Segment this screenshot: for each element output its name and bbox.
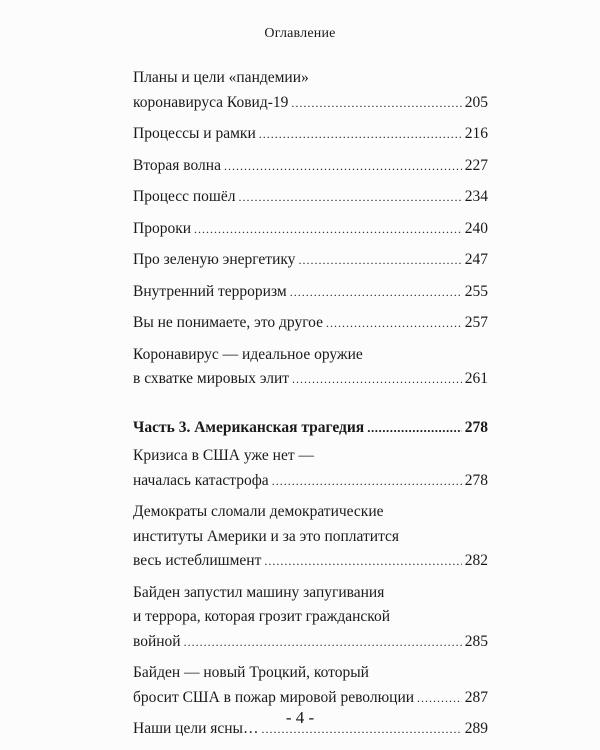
toc-entry-final-line <box>133 280 488 305</box>
toc-page-number: 255 <box>464 282 488 300</box>
toc-page-number: 240 <box>464 219 488 237</box>
toc-entry-title-line: Кризиса в США уже нет — <box>133 447 314 464</box>
toc-part-heading[interactable] <box>133 416 488 441</box>
dot-leader <box>367 416 462 441</box>
toc-entry-title-line: коронавируса Ковид-19 <box>133 93 289 111</box>
toc-entry-title-line: Коронавирус — идеальное оружие <box>133 345 363 363</box>
toc-entry[interactable] <box>133 661 488 710</box>
toc-entry-final-line <box>133 91 488 116</box>
toc-page-number: 285 <box>464 632 488 650</box>
toc-entry[interactable] <box>133 185 488 210</box>
toc-entry[interactable] <box>133 248 488 273</box>
toc-entry-final-line <box>133 686 488 711</box>
toc-entry-title-line: Вы не понимаете, это другое <box>133 314 323 331</box>
toc-entry-title-line: Демократы сломали демократические <box>133 503 384 520</box>
dot-leader <box>194 217 462 242</box>
toc-entry-title-line: Про зеленую энергетику <box>133 251 296 268</box>
part-page-number: 278 <box>464 418 488 436</box>
toc-entry-final-line <box>133 367 488 392</box>
dot-leader <box>298 248 461 273</box>
toc-entry-title-line: Байден — новый Троцкий, который <box>133 664 369 681</box>
toc-page-number: 278 <box>464 471 488 489</box>
dot-leader <box>290 280 462 305</box>
toc-part-entries <box>133 444 488 742</box>
toc-entry[interactable] <box>133 500 488 574</box>
toc-page-number: 257 <box>464 314 488 331</box>
dot-leader <box>264 549 461 574</box>
dot-leader <box>272 469 462 494</box>
dot-leader <box>292 367 462 392</box>
toc-entry-final-line <box>133 122 488 147</box>
toc-entry-final-line <box>133 311 488 336</box>
toc-entry[interactable] <box>133 280 488 305</box>
page-number-footer: - 4 - <box>285 708 315 727</box>
toc-entry-title-line: началась катастрофа <box>133 471 269 489</box>
toc-entry-title-line: Внутренний терроризм <box>133 282 287 300</box>
toc-entry-title-line: в схватке мировых элит <box>133 370 290 387</box>
dot-leader <box>326 311 462 336</box>
toc-entry[interactable] <box>133 343 488 392</box>
page-header: Оглавление <box>264 26 336 41</box>
toc-page-number: 234 <box>464 188 488 205</box>
table-of-contents <box>133 66 488 749</box>
toc-entry-title-line: Байден запустил машину запугивания <box>133 583 385 601</box>
toc-entry[interactable] <box>133 66 488 115</box>
dot-leader <box>224 154 462 179</box>
toc-entry-final-line <box>133 469 488 494</box>
toc-page-number: 287 <box>464 688 488 706</box>
toc-entry[interactable] <box>133 444 488 493</box>
toc-entry[interactable] <box>133 311 488 336</box>
toc-entry-title-line: Планы и цели «пандемии» <box>133 69 309 86</box>
toc-page-number: 289 <box>464 720 488 737</box>
toc-page-number: 282 <box>464 552 488 569</box>
toc-page-number: 216 <box>464 125 488 142</box>
toc-page-number: 247 <box>464 251 488 268</box>
toc-page-number: 205 <box>464 93 488 111</box>
toc-entry-title-line: войной <box>133 632 181 650</box>
toc-entry-title-line: Процессы и рамки <box>133 125 256 142</box>
toc-entry-final-line <box>133 248 488 273</box>
toc-entry-title-line: Пророки <box>133 219 192 237</box>
toc-entry[interactable] <box>133 154 488 179</box>
dot-leader <box>238 185 461 210</box>
toc-entry[interactable] <box>133 122 488 147</box>
dot-leader <box>184 630 462 655</box>
toc-entry-title-line: весь истеблишмент <box>133 552 262 569</box>
toc-entry-title-line: институты Америки и за это поплатится <box>133 527 400 545</box>
toc-entry-title-line: Наши цели ясны… <box>133 720 259 737</box>
toc-entry[interactable] <box>133 581 488 655</box>
toc-section-entries <box>133 66 488 392</box>
toc-entry-final-line <box>133 154 488 179</box>
toc-entry-title-line: бросит США в пожар мировой революции <box>133 688 415 706</box>
dot-leader <box>291 91 461 116</box>
dot-leader <box>417 686 462 711</box>
part-title: Часть 3. Американская трагедия <box>133 418 365 436</box>
toc-entry-title-line: и террора, которая грозит гражданской <box>133 608 391 625</box>
toc-entry-final-line <box>133 630 488 655</box>
toc-entry-title-line: Вторая волна <box>133 156 221 174</box>
toc-entry-title-line: Процесс пошёл <box>133 188 236 205</box>
toc-page-number: 227 <box>464 156 488 174</box>
toc-entry-final-line <box>133 217 488 242</box>
toc-entry-final-line <box>133 549 488 574</box>
dot-leader <box>259 122 462 147</box>
toc-page-number: 261 <box>464 370 488 387</box>
toc-entry[interactable] <box>133 217 488 242</box>
toc-entry-final-line <box>133 185 488 210</box>
